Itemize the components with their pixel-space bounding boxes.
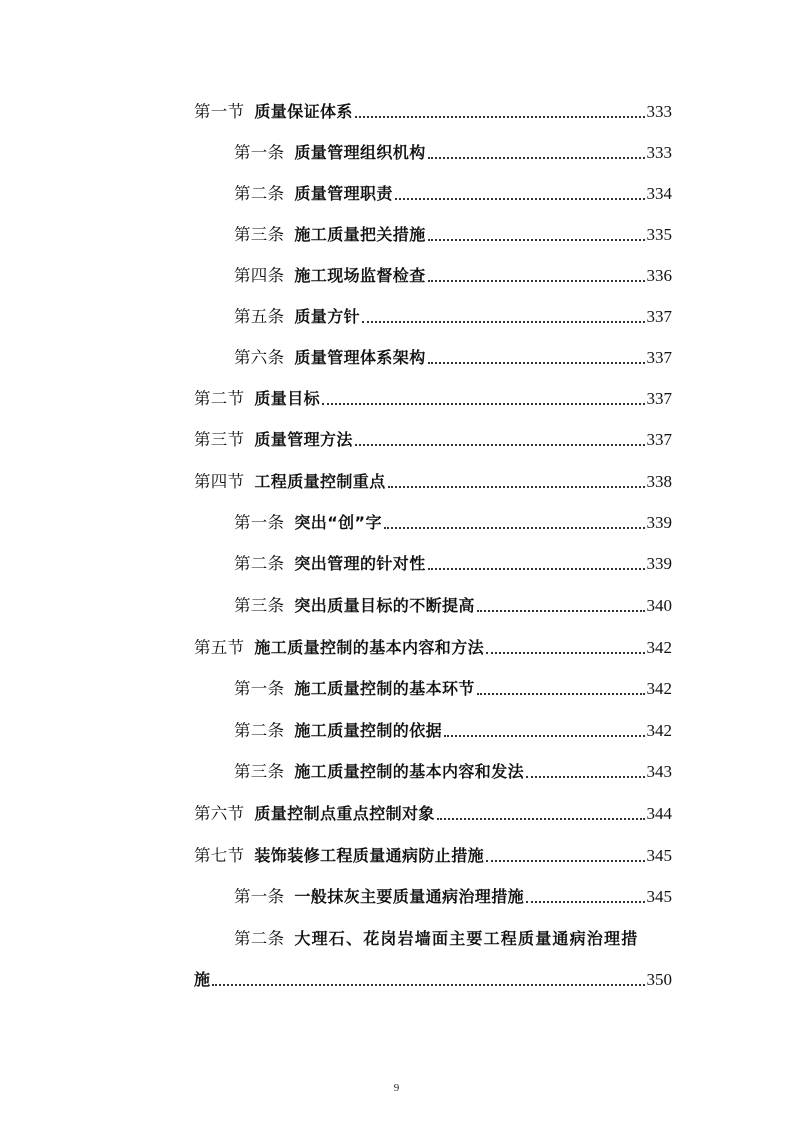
toc-entry-label: 第二节	[194, 389, 245, 408]
toc-entry-title: 突出质量目标的不断提高	[294, 596, 475, 615]
dot-leader	[322, 403, 644, 405]
dot-leader	[428, 362, 645, 364]
dot-leader	[526, 776, 644, 778]
toc-entry-label: 第三节	[194, 430, 245, 449]
toc-entry-page: 340	[646, 596, 672, 615]
toc-entry-section[interactable]	[194, 840, 672, 868]
toc-entry-label: 第二条	[234, 554, 285, 573]
toc-entry-title: 施工质量把关措施	[294, 225, 426, 244]
toc-entry-section[interactable]	[194, 383, 672, 411]
toc-entry-label: 第四条	[234, 266, 285, 285]
toc-entry-article[interactable]	[234, 590, 672, 618]
toc-entry-section[interactable]	[194, 96, 672, 124]
toc-entry-page: 333	[646, 143, 672, 162]
toc-entry-page: 339	[646, 554, 672, 573]
toc-entry-label: 第三条	[234, 596, 285, 615]
toc-entry-label: 第五条	[234, 307, 285, 326]
toc-entry-label: 第二条	[234, 721, 285, 740]
toc-entry-label: 第一条	[234, 143, 285, 162]
dot-leader	[444, 735, 644, 737]
toc-entry-article[interactable]	[234, 260, 672, 288]
toc-entry-title: 质量管理体系架构	[294, 348, 426, 367]
toc-entry-label: 第六节	[194, 804, 245, 823]
toc-entry-page: 337	[646, 430, 672, 449]
toc-entry-page: 333	[646, 102, 672, 121]
toc-entry-label: 第二条	[234, 184, 285, 203]
toc-entry-title: 施工质量控制的依据	[294, 721, 443, 740]
toc-entry-article[interactable]	[234, 507, 672, 535]
toc-entry-section[interactable]	[194, 798, 672, 826]
toc-entry-article[interactable]	[234, 137, 672, 165]
toc-entry-title: 质量方针	[294, 307, 361, 326]
dot-leader	[428, 239, 645, 241]
toc-entry-article-wrapped[interactable]	[234, 923, 672, 951]
toc-entry-title: 工程质量控制重点	[254, 472, 386, 491]
toc-entry-continuation[interactable]	[194, 964, 672, 992]
toc-entry-section[interactable]	[194, 632, 672, 660]
toc-entry-page: 350	[646, 970, 672, 989]
toc-entry-label: 第二条	[234, 929, 285, 948]
toc-entry-title: 施工现场监督检查	[294, 266, 426, 285]
toc-entry-label: 第一节	[194, 102, 245, 121]
toc-entry-title: 突出“创”字	[294, 513, 382, 532]
toc-entry-title: 施工质量控制的基本内容和方法	[254, 638, 485, 657]
toc-entry-title: 施工质量控制的基本环节	[294, 679, 475, 698]
toc-entry-title: 质量控制点重点控制对象	[254, 804, 435, 823]
dot-leader	[355, 116, 645, 118]
toc-entry-page: 345	[646, 887, 672, 906]
toc-entry-title: 质量管理组织机构	[294, 143, 426, 162]
toc-entry-title: 突出管理的针对性	[294, 554, 426, 573]
toc-entry-page: 342	[646, 679, 672, 698]
toc-entry-label: 第七节	[194, 846, 245, 865]
toc-entry-page: 344	[646, 804, 672, 823]
dot-leader	[486, 860, 644, 862]
toc-entry-title: 施工质量控制的基本内容和发法	[294, 762, 525, 781]
dot-leader	[437, 818, 645, 820]
toc-entry-label: 第三条	[234, 762, 285, 781]
toc-entry-article[interactable]	[234, 301, 672, 329]
toc-entry-page: 335	[646, 225, 672, 244]
toc-entry-section[interactable]	[194, 424, 672, 452]
toc-entry-title: 大理石、花岗岩墙面主要工程质量通病治理措	[294, 929, 639, 948]
page-number: 9	[393, 1082, 400, 1094]
dot-leader	[355, 444, 645, 446]
toc-entry-label: 第一条	[234, 887, 285, 906]
toc-entry-title: 一般抹灰主要质量通病治理措施	[294, 887, 525, 906]
toc-entry-page: 334	[646, 184, 672, 203]
toc-entry-label: 第五节	[194, 638, 245, 657]
toc-entry-label: 第四节	[194, 472, 245, 491]
dot-leader	[388, 486, 645, 488]
toc-entry-page: 342	[646, 638, 672, 657]
toc-entry-article[interactable]	[234, 219, 672, 247]
dot-leader	[362, 321, 644, 323]
toc-entry-title: 质量管理职责	[294, 184, 393, 203]
toc-entry-page: 336	[646, 266, 672, 285]
toc-entry-label: 第一条	[234, 513, 285, 532]
toc-entry-page: 338	[646, 472, 672, 491]
toc-entry-page: 343	[646, 762, 672, 781]
toc-entry-title: 质量管理方法	[254, 430, 353, 449]
toc-entry-label: 第六条	[234, 348, 285, 367]
toc-entry-article[interactable]	[234, 673, 672, 701]
toc-entry-title: 质量目标	[254, 389, 321, 408]
dot-leader	[428, 568, 645, 570]
toc-entry-label: 第三条	[234, 225, 285, 244]
dot-leader	[395, 198, 645, 200]
dot-leader	[384, 527, 645, 529]
toc-entry-page: 339	[646, 513, 672, 532]
toc-entry-label: 第一条	[234, 679, 285, 698]
dot-leader	[477, 693, 645, 695]
toc-entry-article[interactable]	[234, 756, 672, 784]
dot-leader	[526, 901, 644, 903]
toc-entry-section[interactable]	[194, 466, 672, 494]
toc-entry-article[interactable]	[234, 342, 672, 370]
toc-entry-article[interactable]	[234, 178, 672, 206]
toc-entry-page: 337	[646, 348, 672, 367]
toc-entry-title: 施	[194, 970, 211, 989]
toc-entry-article[interactable]	[234, 881, 672, 909]
dot-leader	[486, 652, 644, 654]
dot-leader	[428, 157, 645, 159]
dot-leader	[212, 984, 644, 986]
toc-entry-title: 装饰装修工程质量通病防止措施	[254, 846, 485, 865]
toc-entry-article[interactable]	[234, 548, 672, 576]
toc-entry-article[interactable]	[234, 715, 672, 743]
dot-leader	[477, 610, 645, 612]
toc-entry-page: 342	[646, 721, 672, 740]
toc-entry-page: 337	[646, 307, 672, 326]
toc-entry-page: 345	[646, 846, 672, 865]
dot-leader	[428, 280, 645, 282]
toc-entry-page: 337	[646, 389, 672, 408]
toc-entry-title: 质量保证体系	[254, 102, 353, 121]
